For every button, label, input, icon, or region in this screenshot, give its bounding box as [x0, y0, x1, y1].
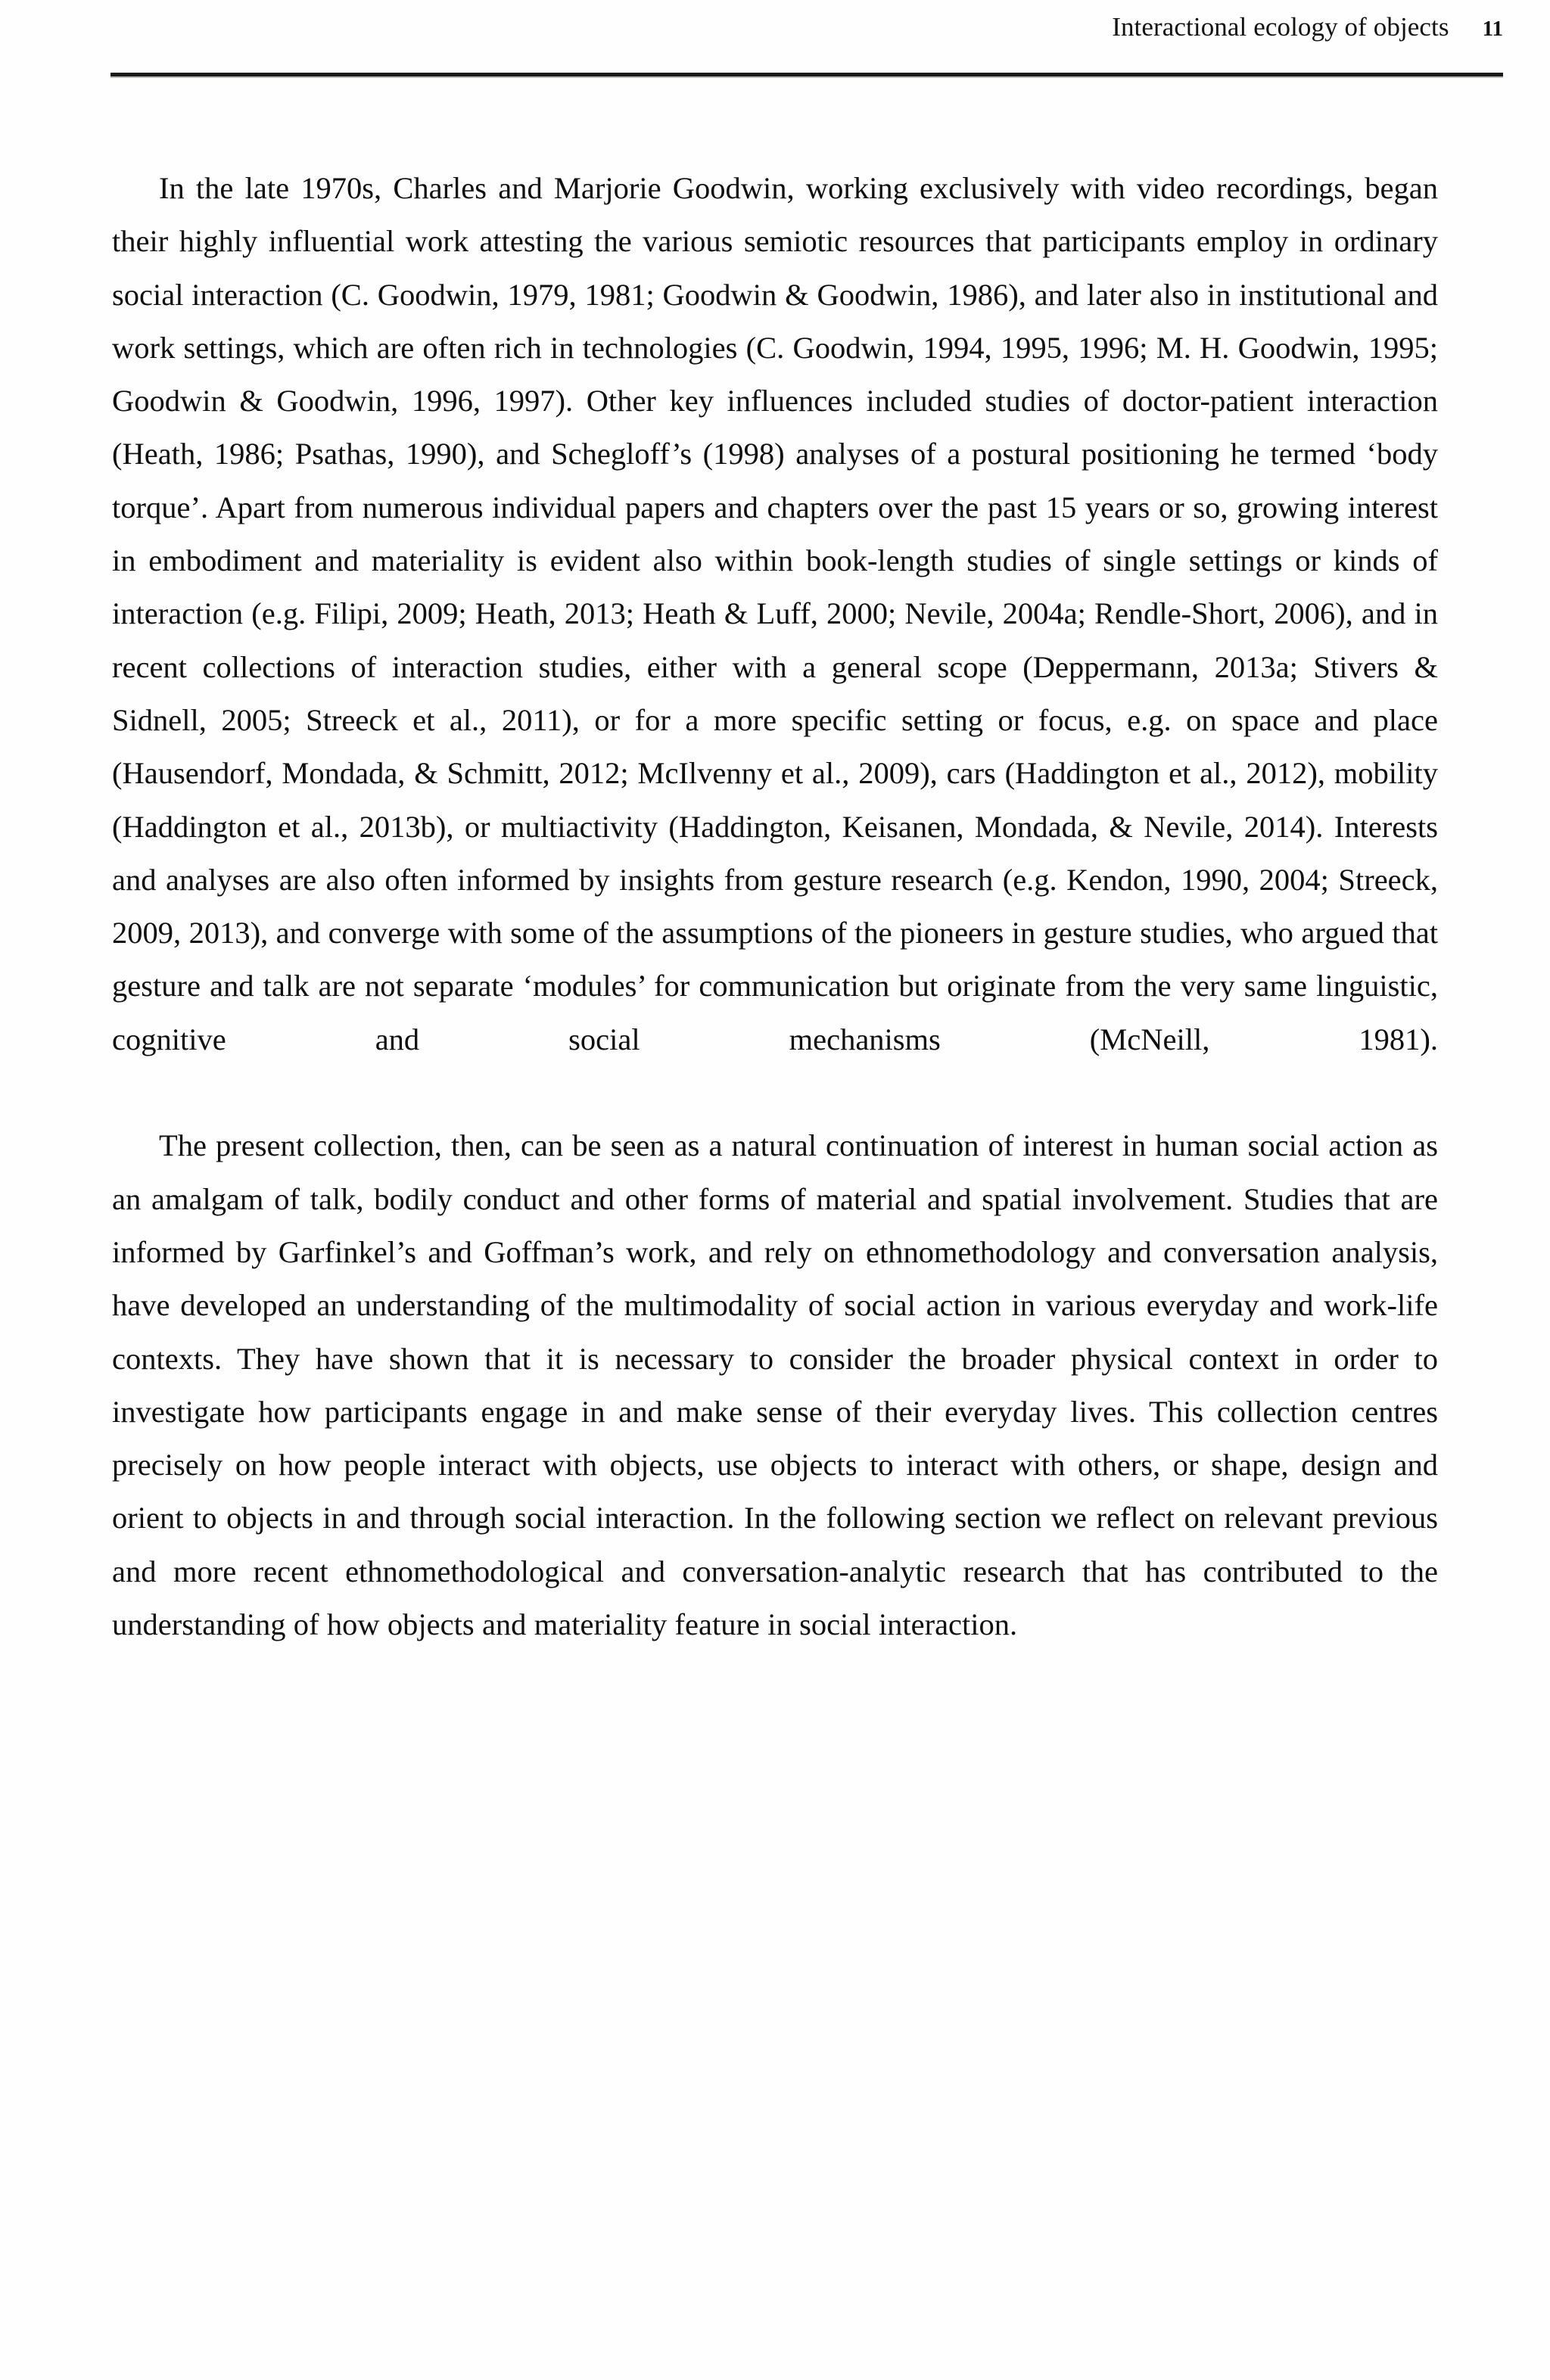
running-head	[112, 14, 1503, 56]
paragraph-goodwin-history: In the late 1970s, Charles and Marjorie Goodwin, working exclusively with video recordings, began their highly influential work attesting the various semiotic resources that participants employ in ordinary social interaction (C. Goodwin, 1979, 1981; Goodwin & Goodwin, 1986), and later also in institutional and work settings, which are often rich in technologies (C. Goodwin, 1994, 1995, 1996; M. H. Goodwin, 1995; Goodwin & Goodwin, 1996, 1997). Other key influences included studies of doctor-patient interaction (Heath, 1986; Psathas, 1990), and Schegloff’s (1998) analyses of a postural positioning he termed ‘body torque’. Apart from numerous individual papers and chapters over the past 15 years or so, growing interest in embodiment and materiality is evident also within book-length studies of single settings or kinds of interaction (e.g. Filipi, 2009; Heath, 2013; Heath & Luff, 2000; Nevile, 2004a; Rendle-Short, 2006), and in recent collections of interaction studies, either with a general scope (Deppermann, 2013a; Stivers & Sidnell, 2005; Streeck et al., 2011), or for a more specific setting or focus, e.g. on space and place (Hausendorf, Mondada, & Schmitt, 2012; McIlvenny et al., 2009), cars (Haddington et al., 2012), mobility (Haddington et al., 2013b), or multiactivity (Haddington, Keisanen, Mondada, & Nevile, 2014). Interests and analyses are also often informed by insights from gesture research (e.g. Kendon, 1990, 2004; Streeck, 2009, 2013), and converge with some of the assumptions of the pioneers in gesture studies, who argued that gesture and talk are not separate ‘modules’ for communication but originate from the very same linguistic, cognitive and social mechanisms (McNeill, 1981).	[112, 171, 1438, 1056]
header-divider-rule	[110, 73, 1503, 76]
running-head-title: Interactional ecology of objects	[1112, 12, 1449, 42]
page-number: 11	[1482, 17, 1503, 41]
body-text-block	[112, 162, 1438, 1651]
paragraph-present-collection: The present collection, then, can be seen as a natural continuation of interest in human social action as an amalgam of talk, bodily conduct and other forms of material and spatial involvement. Studies that are informed by Garfinkel’s and Goffman’s work, and rely on ethnomethodology and conversation analysis, have developed an understanding of the multimodality of social action in various everyday and work-life contexts. They have shown that it is necessary to consider the broader physical context in order to investigate how participants engage in and make sense of their everyday lives. This collection centres precisely on how people interact with objects, use objects to interact with others, or shape, design and orient to objects in and through social interaction. In the following section we reflect on relevant previous and more recent ethnomethodological and conversation-analytic research that has contributed to the understanding of how objects and materiality feature in social interaction.	[112, 1128, 1438, 1642]
